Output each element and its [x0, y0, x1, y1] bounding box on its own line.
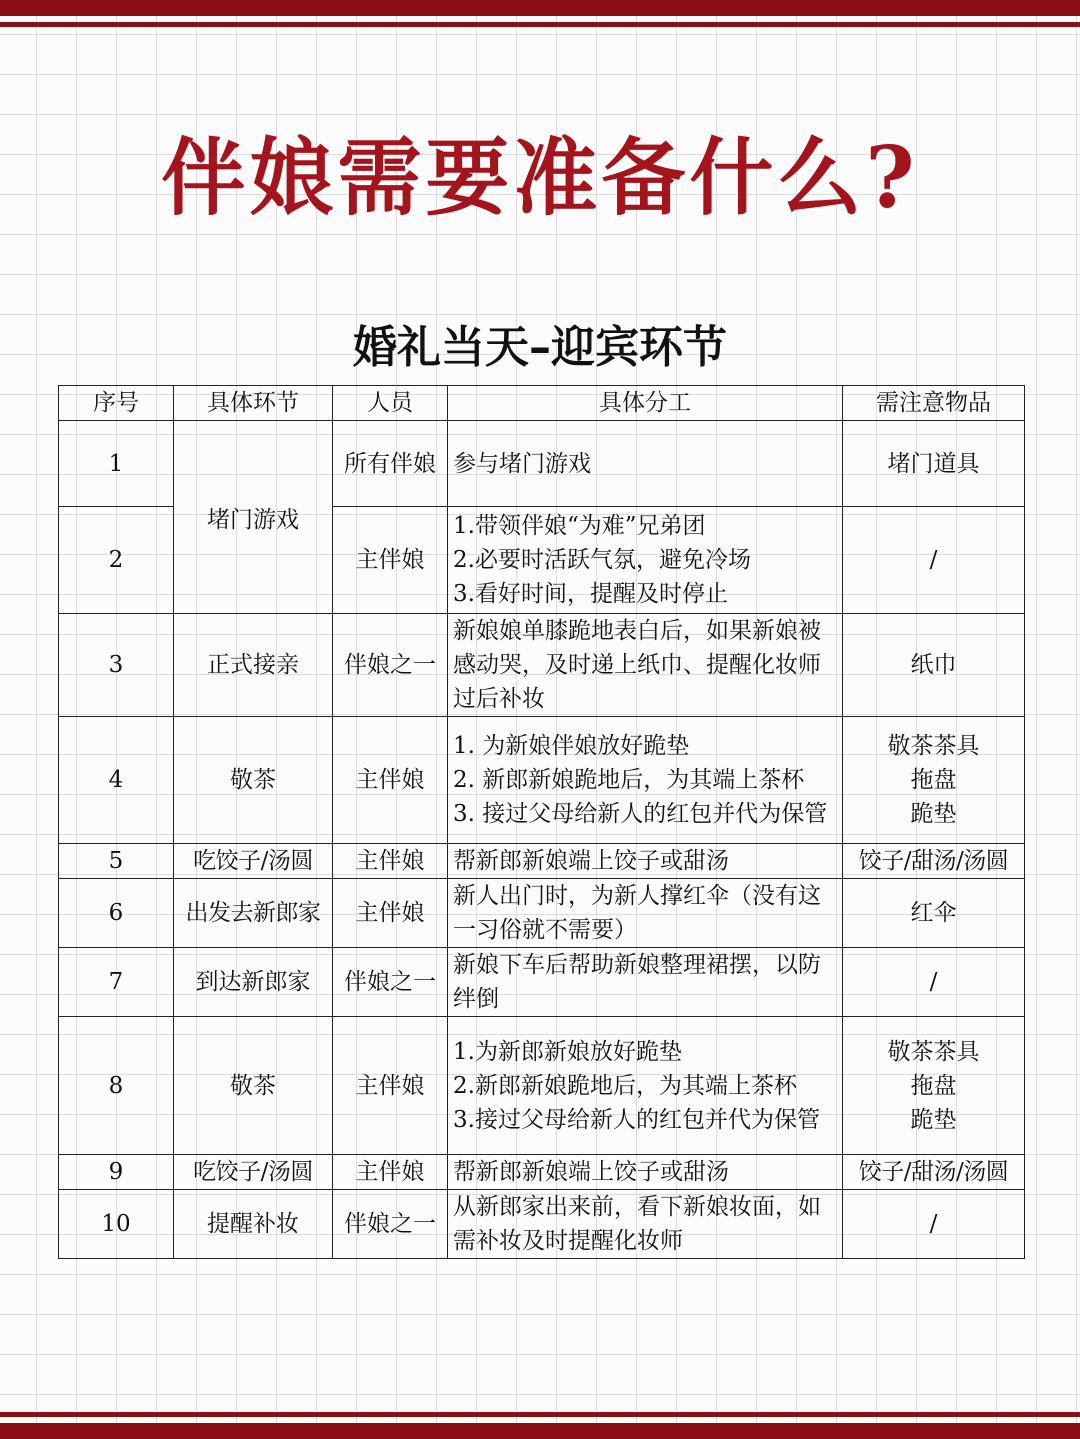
task-line: 1. 为新娘伴娘放好跪垫: [453, 733, 690, 759]
item-line: 跪垫: [910, 1106, 957, 1133]
row-items: [843, 421, 1025, 507]
row-number: 7: [59, 948, 174, 1017]
row-person: 所有伴娘: [333, 421, 448, 507]
task-line: 帮新郎新娘端上饺子或甜汤: [453, 1159, 729, 1185]
table-row: [59, 844, 1025, 879]
task-line: 1.为新郎新娘放好跪垫: [453, 1038, 682, 1065]
row-items: [843, 948, 1025, 1017]
row-stage: 出发去新郎家: [174, 879, 333, 948]
top-border-band: [0, 0, 1080, 16]
row-stage: 正式接亲: [174, 614, 333, 717]
row-stage: 敬茶: [174, 1017, 333, 1155]
row-items: [843, 1155, 1025, 1190]
row-items: [843, 1190, 1025, 1259]
row-tasks: [448, 948, 843, 1017]
table-row: [59, 948, 1025, 1017]
row-items: [843, 614, 1025, 717]
header-person: 人员: [333, 386, 448, 421]
row-tasks: [448, 879, 843, 948]
row-stage: 敬茶: [174, 717, 333, 844]
task-line: 从新郎家出来前，看下新娘妆面，如需补妆及时提醒化妆师: [453, 1194, 821, 1254]
row-tasks: [448, 507, 843, 614]
row-person: 主伴娘: [333, 844, 448, 879]
row-number: 6: [59, 879, 174, 948]
row-number: 8: [59, 1017, 174, 1155]
table-row: [59, 421, 1025, 507]
table-row: [59, 1155, 1025, 1190]
task-line: 2.必要时活跃气氛，避免冷场: [453, 547, 751, 573]
header-stage: 具体环节: [174, 386, 333, 421]
row-person: 伴娘之一: [333, 948, 448, 1017]
table-row: [59, 1017, 1025, 1155]
task-line: 帮新郎新娘端上饺子或甜汤: [453, 848, 729, 874]
item-line: /: [929, 969, 938, 995]
task-line: 3.接过父母给新人的红包并代为保管: [453, 1106, 820, 1133]
row-tasks: [448, 844, 843, 879]
row-tasks: [448, 1190, 843, 1259]
item-line: 堵门道具: [887, 450, 980, 477]
row-number: 4: [59, 717, 174, 844]
row-person: 主伴娘: [333, 1155, 448, 1190]
row-items: [843, 1017, 1025, 1155]
task-line: 1.带领伴娘“为难”兄弟团: [453, 513, 706, 539]
item-line: 跪垫: [910, 801, 957, 827]
row-number: 9: [59, 1155, 174, 1190]
item-line: 敬茶茶具: [887, 733, 980, 759]
row-person: 主伴娘: [333, 1017, 448, 1155]
row-stage: 到达新郎家: [174, 948, 333, 1017]
row-stage: 提醒补妆: [174, 1190, 333, 1259]
item-line: 拖盘: [910, 767, 957, 793]
row-number: 5: [59, 844, 174, 879]
row-tasks: [448, 421, 843, 507]
row-tasks: [448, 1017, 843, 1155]
row-person: 伴娘之一: [333, 614, 448, 717]
item-line: 拖盘: [910, 1072, 957, 1099]
item-line: 饺子/甜汤/汤圆: [858, 1159, 1009, 1185]
header-no: 序号: [59, 386, 174, 421]
item-line: 敬茶茶具: [887, 1038, 980, 1065]
row-person: 伴娘之一: [333, 1190, 448, 1259]
item-line: 饺子/甜汤/汤圆: [858, 848, 1009, 874]
section-subtitle: 婚礼当天–迎宾环节: [353, 322, 727, 373]
table-row: [59, 1190, 1025, 1259]
item-line: /: [929, 547, 938, 573]
row-number: 3: [59, 614, 174, 717]
top-border-line: [0, 22, 1080, 27]
item-line: /: [929, 1211, 938, 1237]
row-stage: 堵门游戏: [174, 421, 333, 614]
row-tasks: [448, 614, 843, 717]
row-number: 10: [59, 1190, 174, 1259]
task-line: 参与堵门游戏: [453, 450, 591, 477]
schedule-table: [58, 385, 1025, 1259]
row-items: [843, 507, 1025, 614]
table-row: [59, 614, 1025, 717]
row-tasks: [448, 1155, 843, 1190]
task-line: 3.看好时间，提醒及时停止: [453, 581, 728, 607]
table-row: [59, 879, 1025, 948]
item-line: 红伞: [910, 900, 957, 926]
row-person: 主伴娘: [333, 879, 448, 948]
row-number: 2: [59, 507, 174, 614]
row-number: 1: [59, 421, 174, 507]
page-title: 伴娘需要准备什么?: [161, 128, 919, 227]
header-tasks: 具体分工: [448, 386, 843, 421]
task-line: 2.新郎新娘跪地后，为其端上茶杯: [453, 1072, 797, 1099]
row-items: [843, 879, 1025, 948]
row-tasks: [448, 717, 843, 844]
bottom-border-line: [0, 1412, 1080, 1417]
row-stage: 吃饺子/汤圆: [174, 844, 333, 879]
bottom-border-band: [0, 1423, 1080, 1439]
item-line: 纸巾: [910, 652, 957, 678]
task-line: 新娘娘单膝跪地表白后，如果新娘被感动哭，及时递上纸巾、提醒化妆师过后补妆: [453, 618, 821, 712]
row-stage: 吃饺子/汤圆: [174, 1155, 333, 1190]
row-items: [843, 717, 1025, 844]
table-header-row: [59, 386, 1025, 421]
table-row: [59, 717, 1025, 844]
task-line: 新娘下车后帮助新娘整理裙摆，以防绊倒: [453, 952, 821, 1012]
task-line: 新人出门时，为新人撑红伞（没有这一习俗就不需要）: [453, 883, 821, 943]
row-items: [843, 844, 1025, 879]
task-line: 2. 新郎新娘跪地后，为其端上茶杯: [453, 767, 805, 793]
task-line: 3. 接过父母给新人的红包并代为保管: [453, 801, 828, 827]
header-items: 需注意物品: [843, 386, 1025, 421]
row-person: 主伴娘: [333, 717, 448, 844]
row-person: 主伴娘: [333, 507, 448, 614]
